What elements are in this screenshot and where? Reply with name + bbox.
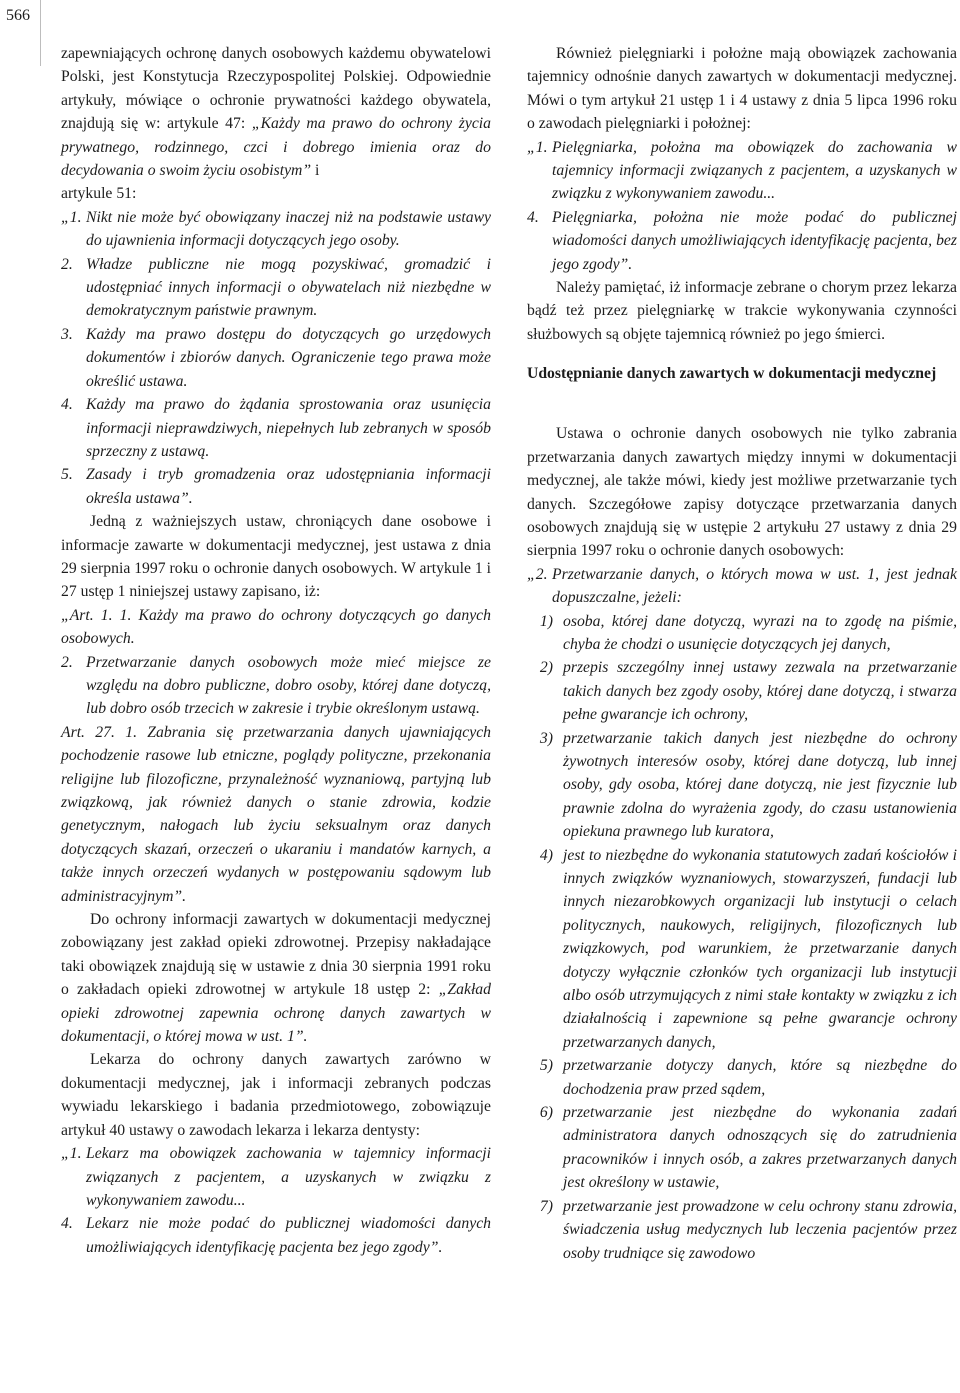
item-number: 5. <box>61 466 73 484</box>
article-51-item <box>61 393 491 463</box>
item-number: 4. <box>61 396 73 414</box>
data-protection-act-paragraph: Jedną z ważniejszych ustaw, chroniących dane osobowe i informacje zawarte w dokumentacji medycznej, jest ustawa z dnia 29 sierpnia 1997 roku o ochronie danych osobowych. W artykule 1 i 27 ustęp 1 niniejszej ustawy zapisano, iż: <box>61 513 491 601</box>
item-number: „1. <box>527 138 548 156</box>
article-21-item <box>527 136 957 206</box>
item-number: „1. <box>61 1145 82 1163</box>
item-text: Lekarz nie może podać do publicznej wiadomości danych umożliwiających identyfikację pacjenta bez jego zgody”. <box>86 1215 491 1256</box>
section-heading: Udostępnianie danych zawartych w dokumentacji medycznej <box>527 365 937 383</box>
intro-paragraph <box>61 42 491 182</box>
item-number: 2) <box>539 659 553 677</box>
item-text: Zasady i tryb gromadzenia oraz udostępniania informacji określa ustawa”. <box>86 466 491 507</box>
item-text: przetwarzanie jest prowadzone w celu ochrony stanu zdrowia, świadczenia usług medycznych lub leczenia pacjentów przez osoby trudniące się zawodowo <box>563 1197 957 1262</box>
article-40-item <box>61 1142 491 1212</box>
condition-item <box>527 1101 957 1195</box>
item-text: Lekarz ma obowiązek zachowania w tajemnicy informacji związanych z pacjentem, a uzyskanych w związku z wykonywaniem zawodu... <box>86 1145 491 1209</box>
item-text: osoba, której dane dotyczą, wyrazi na to zgodę na piśmie, chyba że chodzi o usunięcie dotyczących jej danych, <box>563 612 957 653</box>
article-51-item <box>61 253 491 323</box>
left-column <box>61 42 491 1259</box>
item-number: 2. <box>61 255 73 273</box>
item-number: 6) <box>539 1104 553 1122</box>
condition-item <box>527 656 957 726</box>
intro-conjunction: i <box>311 162 320 180</box>
item-number: 4. <box>527 208 539 226</box>
item-text: Władze publiczne nie mogą pozyskiwać, gromadzić i udostępniać innych informacji o obywatelach niż niezbędne w demokratycznym państwie prawnym. <box>86 255 491 320</box>
item-text: Przetwarzanie danych, o których mowa w ust. 1, jest jednak dopuszczalne, jeżeli: <box>552 565 957 607</box>
article-27-intro <box>527 563 957 610</box>
article-27-quote: Art. 27. 1. Zabrania się przetwarzania danych ujawniających pochodzenie rasowe lub etniczne, poglądy polityczne, przekonania religijne lub filozoficzne, przynależność wyznaniową, partyjną lub związkową, jak również danych o stanie zdrowia, kodzie genetycznym, nałogach lub życiu seksualnym oraz danych dotyczących skazań, orzeczeń o ukaraniu i mandatów karnych, a także innych orzeczeń wydanych w postępowaniu sądowym lub administracyjnym”. <box>61 723 491 905</box>
item-number: 4) <box>539 846 553 864</box>
physician-paragraph: Lekarza do ochrony danych zawartych zarówno w dokumentacji medycznej, jak i informacji zebranych podczas wywiadu lekarskiego i badania przedmiotowego, zobowiązuje artykuł 40 ustawy o zawodach lekarza i lekarza dentysty: <box>61 1051 491 1139</box>
article-1-quote: „Art. 1. 1. Każdy ma prawo do ochrony dotyczących go danych osobowych. <box>61 606 491 648</box>
item-number: 3. <box>61 325 73 343</box>
article-47-quote: „Każdy ma prawo do ochrony życia prywatnego, rodzinnego, czci i dobrego imienia oraz do decydowania o swoim życiu osobistym” <box>61 115 491 180</box>
item-text: Pielęgniarka, położna nie może podać do publicznej wiadomości danych umożliwiających identyfikację pacjenta, bez jego zgody”. <box>552 208 957 273</box>
intro-text: zapewniających ochronę danych osobowych każdemu obywatelowi Polski, jest Konstytucja Rzeczypospolitej Polskiej. Odpowiednie artykuły, mówiące o ochronie prywatności każdego obywatela, znajdują się w: artykule 47: <box>61 45 491 133</box>
item-text: Przetwarzanie danych osobowych może mieć miejsce ze względu na dobro publiczne, dobro osoby, której dane dotyczą, lub dobro osób trzecich w zakresie i trybie określonym ustawą. <box>86 653 491 718</box>
item-text: jest to niezbędne do wykonania statutowych zadań kościołów i innych związków wyznaniowych, stowarzyszeń, fundacji lub innych niezarobkowych organizacji lub instytucji o celach politycznych, naukowych, religijnych, filozoficznych lub związkowych, pod warunkiem, że przetwarzanie danych dotyczy wyłącznie członków tych organizacji lub instytucji albo osób utrzymujących z nimi stałe kontakty w związku z ich działalnością i zapewnione są pełne gwarancje ochrony przetwarzanych danych, <box>563 846 957 1051</box>
item-text: Każdy ma prawo dostępu do dotyczących go urzędowych dokumentów i zbiorów danych. Ograniczenie tego prawa może określić ustawa. <box>86 325 491 390</box>
item-text: przetwarzanie takich danych jest niezbędne do ochrony żywotnych interesów osoby, której dane dotyczą, lub innej osoby, gdy osoba, której dane dotyczą, nie jest fizycznie lub prawnie zdolna do wyrażenia zgody, do czasu ustanowienia opiekuna prawnego lub kuratora, <box>563 729 957 841</box>
condition-item <box>527 1054 957 1101</box>
confidentiality-paragraph: Należy pamiętać, iż informacje zebrane o chorym przez lekarza bądź też przez pielęgniarkę w trakcie wykonywania czynności służbowych są objęte tajemnicą również po jego śmierci. <box>527 279 957 343</box>
item-text: Każdy ma prawo do żądania sprostowania oraz usunięcia informacji nieprawdziwych, niepełnych lub zebranych w sposób sprzeczny z ustawą. <box>86 396 491 460</box>
item-number: 5) <box>539 1057 553 1075</box>
article-51-item <box>61 323 491 393</box>
condition-item <box>527 727 957 844</box>
article-40-item <box>61 1212 491 1259</box>
article-51-label: artykule 51: <box>61 185 137 203</box>
paragraph-text: Do ochrony informacji zawartych w dokumentacji medycznej zobowiązany jest zakład opieki zdrowotnej. Przepisy nakładające taki obowiązek znajdują się w ustawie z dnia 30 sierpnia 1991 roku o zakładach opieki zdrowotnej w artykule 18 ustęp 2: <box>61 911 491 999</box>
article-21-item <box>527 206 957 276</box>
item-number: „1. <box>61 208 82 226</box>
item-number: „2. <box>527 565 548 583</box>
item-number: 7) <box>539 1197 553 1215</box>
healthcare-facility-paragraph <box>61 908 491 1048</box>
item-text: przepis szczególny innej ustawy zezwala na przetwarzanie takich danych bez zgody osoby, której dane dotyczą, i stwarza pełne gwarancje ich ochrony, <box>563 659 957 724</box>
item-number: 3) <box>539 729 553 747</box>
condition-item <box>527 1195 957 1265</box>
item-text: Nikt nie może być obowiązany inaczej niż na podstawie ustawy do ujawnienia informacji dotyczących jego osoby. <box>86 208 491 250</box>
item-number: 2. <box>61 653 73 671</box>
margin-rule <box>40 0 41 66</box>
item-number: 1) <box>539 612 553 630</box>
article-51-item <box>61 463 491 510</box>
item-text: Pielęgniarka, położna ma obowiązek do zachowania w tajemnicy informacji związanych z pacjentem, a uzyskanych w związku z wykonywaniem zawodu... <box>552 138 957 203</box>
item-text: przetwarzanie dotyczy danych, które są niezbędne do dochodzenia praw przed sądem, <box>563 1057 957 1098</box>
right-column <box>527 42 957 1265</box>
article-1-item <box>61 651 491 721</box>
item-text: przetwarzanie jest niezbędne do wykonania zadań administratora danych odnoszących się do zatrudnienia pracowników i innych osób, a zakres przetwarzanych danych jest określony w ustawie, <box>563 1104 957 1192</box>
nurses-paragraph: Również pielęgniarki i położne mają obowiązek zachowania tajemnicy odnośnie danych zawartych w dokumentacji medycznej. Mówi o tym artykuł 21 ustęp 1 i 4 ustawy z dnia 5 lipca 1996 roku o zawodach pielęgniarki i położnej: <box>527 45 957 133</box>
item-number: 4. <box>61 1215 73 1233</box>
article-18-quote: „Zakład opieki zdrowotnej zapewnia ochronę danych zawartych w dokumentacji, o której mowa w ust. 1”. <box>61 981 491 1046</box>
page-number: 566 <box>6 7 30 24</box>
article-51-item <box>61 206 491 253</box>
processing-paragraph: Ustawa o ochronie danych osobowych nie tylko zabrania przetwarzania danych zawartych między innymi w dokumentacji medycznej, ale także mówi, kiedy jest możliwe przetwarzanie tych danych. Szczegółowe zapisy dotyczące przetwarzania danych osobowych znajdują się w ustępie 2 artykułu 27 ustawy z dnia 29 sierpnia 1997 roku o ochronie danych osobowych: <box>527 425 957 560</box>
condition-item <box>527 610 957 657</box>
condition-item <box>527 844 957 1055</box>
